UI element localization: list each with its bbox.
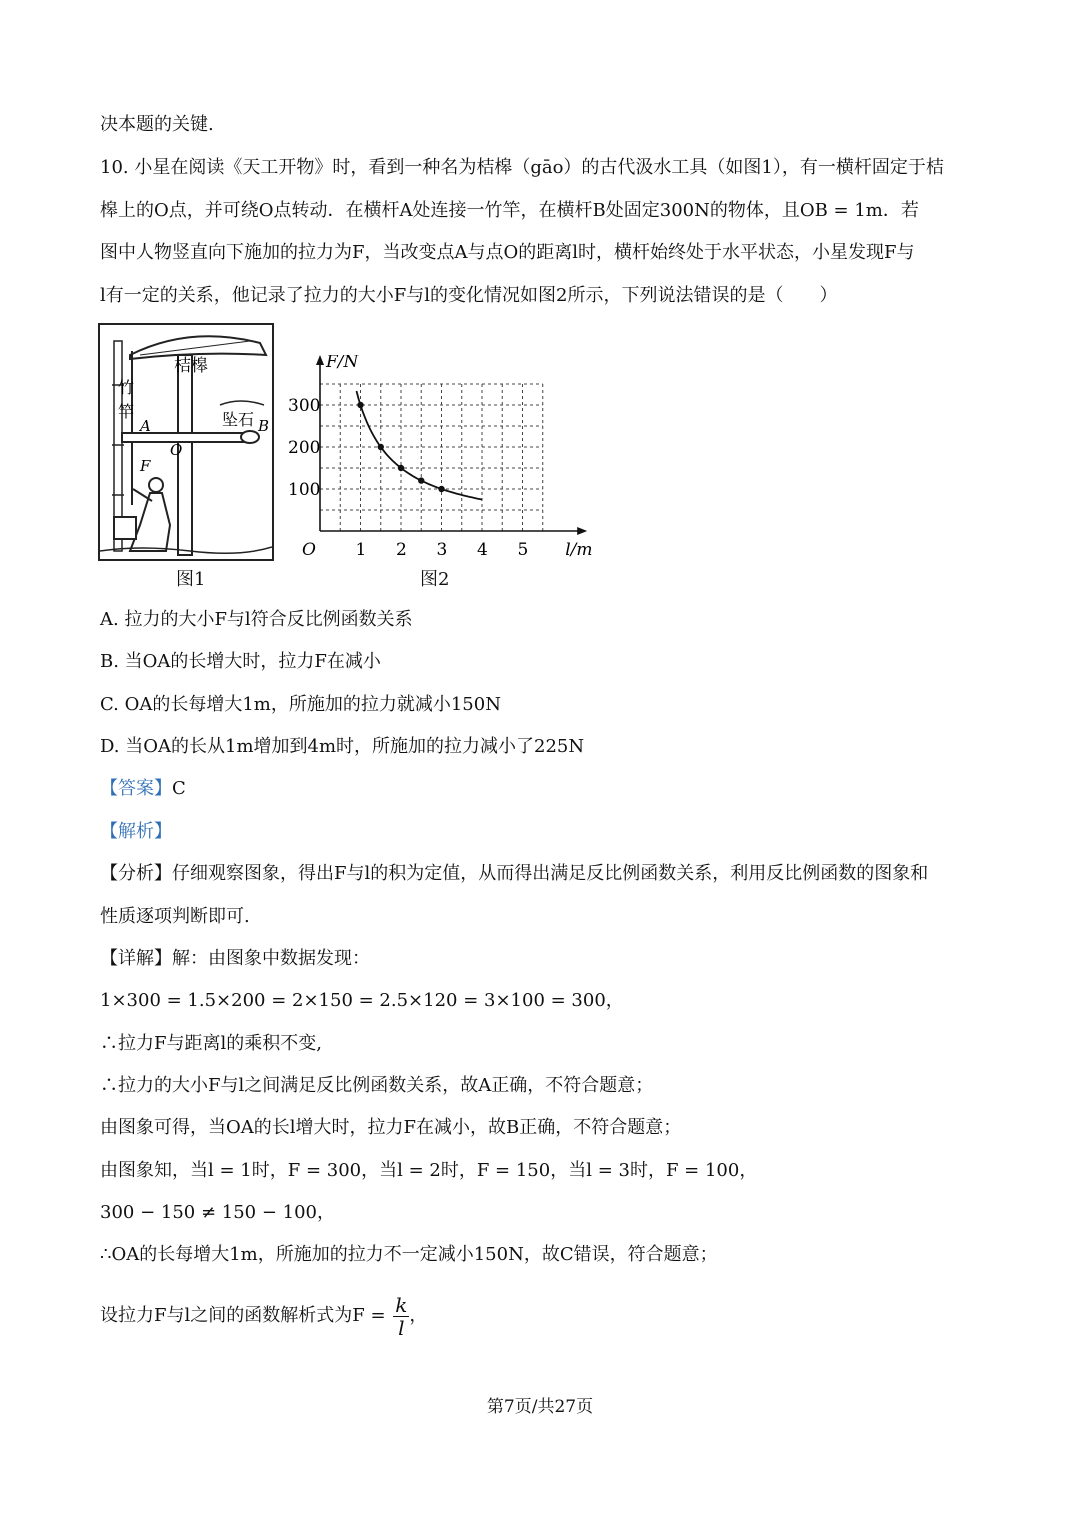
chart-xlabel: l/m xyxy=(565,540,593,560)
chart-grid xyxy=(320,384,543,531)
answer-value: C xyxy=(172,778,186,799)
fraction-denominator: l xyxy=(398,1315,405,1340)
x-tick-label: 2 xyxy=(396,540,407,560)
detail-line-1: 【详解】解：由图象中数据发现： xyxy=(100,948,370,969)
fenxi-line-2: 性质逐项判断即可. xyxy=(100,906,250,927)
fraction-numerator: k xyxy=(395,1292,408,1317)
option-b: B. 当OA的长增大时，拉力F在减小 xyxy=(100,651,381,672)
chart-curve-group xyxy=(357,391,483,500)
data-point xyxy=(418,477,424,483)
y-tick-label: 200 xyxy=(288,438,321,458)
formula-prefix: 设拉力F与l之间的函数解析式为F = xyxy=(100,1305,386,1326)
label-jiegao: 桔槔 xyxy=(174,356,208,376)
chart-ylabel: F/N xyxy=(326,355,359,372)
data-point xyxy=(357,402,363,408)
stone-b xyxy=(241,431,259,443)
formula-suffix: ， xyxy=(409,1305,428,1326)
option-d: D. 当OA的长从1m增加到4m时，所施加的拉力减小了225N xyxy=(100,736,585,757)
jiegao-illustration xyxy=(100,325,272,559)
detail-line-9 xyxy=(100,1292,427,1340)
label-b: B xyxy=(258,417,270,435)
figure-1-caption: 图1 xyxy=(176,569,206,590)
data-point xyxy=(378,444,384,450)
data-point xyxy=(398,465,404,471)
label-f: F xyxy=(140,457,151,475)
y-axis-arrow xyxy=(316,355,324,365)
label-o: O xyxy=(170,441,183,459)
x-tick-label: 1 xyxy=(355,540,367,560)
question-line-3: 图中人物竖直向下施加的拉力为F，当改变点A与点O的距离l时，横杆始终处于水平状态，小星发现F与 xyxy=(100,242,915,263)
answer-line xyxy=(100,776,186,802)
detail-line-6: 由图象知，当l = 1时，F = 300，当l = 2时，F = 150，当l = 3时，F = 100， xyxy=(100,1160,758,1181)
detail-line-8: ∴OA的长每增大1m，所施加的拉力不一定减小150N，故C错误，符合题意； xyxy=(100,1244,718,1265)
detail-line-7: 300 − 150 ≠ 150 − 100， xyxy=(100,1202,336,1223)
x-axis-arrow xyxy=(577,527,587,535)
chart-curve xyxy=(357,391,483,500)
formula-fraction xyxy=(393,1294,409,1339)
x-tick-label: 4 xyxy=(477,540,488,560)
answer-label: 【答案】 xyxy=(100,778,172,799)
intro-tail: 决本题的关键. xyxy=(100,114,214,135)
label-a: A xyxy=(140,417,151,435)
y-tick-label: 300 xyxy=(288,396,321,416)
question-line-2: 槔上的O点，并可绕O点转动．在横杆A处连接一竹竿，在横杆B处固定300N的物体，且OB = 1m．若 xyxy=(100,200,919,221)
y-tick-label: 100 xyxy=(288,480,321,500)
label-zhu: 竹 xyxy=(118,378,135,397)
detail-line-4: ∴拉力的大小F与l之间满足反比例函数关系，故A正确，不符合题意； xyxy=(100,1075,654,1096)
option-c: C. OA的长每增大1m，所施加的拉力就减小150N xyxy=(100,694,501,715)
option-a: A. 拉力的大小F与l符合反比例函数关系 xyxy=(100,609,413,630)
figure-2-chart xyxy=(284,355,614,565)
well xyxy=(114,517,136,539)
fenxi-line-1: 【分析】仔细观察图象，得出F与l的积为定值，从而得出满足反比例函数关系，利用反比例函数的图象和 xyxy=(100,863,929,884)
data-point xyxy=(438,486,444,492)
figure-1 xyxy=(98,323,274,561)
x-tick-label: 3 xyxy=(436,540,448,560)
detail-line-3: ∴拉力F与距离l的乘积不变, xyxy=(100,1033,322,1054)
chart-origin-label: O xyxy=(302,540,316,560)
detail-line-2: 1×300 = 1.5×200 = 2×150 = 2.5×120 = 3×100 = 300， xyxy=(100,990,624,1011)
detail-line-5: 由图象可得，当OA的长l增大时，拉力F在减小，故B正确，不符合题意； xyxy=(100,1117,682,1138)
page-footer: 第7页/共27页 xyxy=(486,1397,594,1417)
label-zhuishi: 坠石 xyxy=(222,410,255,429)
question-line-1: 10. 小星在阅读《天工开物》时，看到一种名为桔槔（gāo）的古代汲水工具（如图1），有一横杆固定于桔 xyxy=(100,157,944,178)
analysis-label: 【解析】 xyxy=(100,821,172,842)
chart-axes xyxy=(316,355,587,535)
question-line-4: l有一定的关系，他记录了拉力的大小F与l的变化情况如图2所示，下列说法错误的是（ ） xyxy=(100,285,838,306)
chart-ticks xyxy=(288,396,528,560)
person-head xyxy=(149,478,163,492)
zhuishi-arc xyxy=(220,401,264,405)
label-gan: 竿 xyxy=(118,402,135,421)
figure-2-caption: 图2 xyxy=(420,569,450,590)
x-tick-label: 5 xyxy=(517,540,529,560)
